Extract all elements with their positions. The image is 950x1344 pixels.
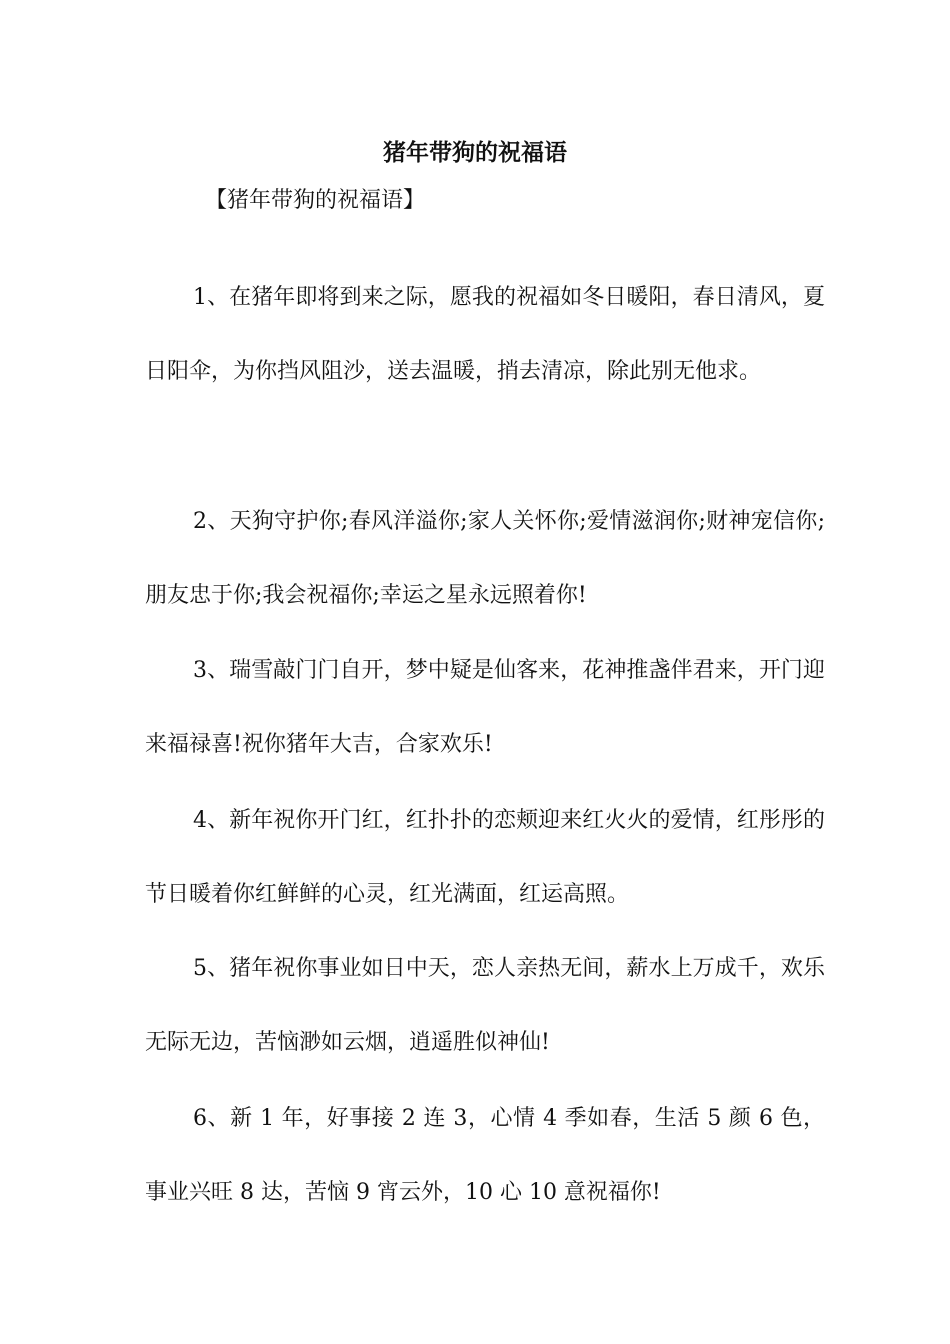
paragraph-6: 6、新 1 年，好事接 2 连 3，心情 4 季如春，生活 5 颜 6 色，事业兴旺 8 达，苦恼 9 宵云外，10 心 10 意祝福你!	[145, 1106, 825, 1205]
page-title: 猪年带狗的祝福语	[383, 139, 567, 166]
paragraph-5: 5、猪年祝你事业如日中天，恋人亲热无间，薪水上万成千，欢乐无际无边，苦恼渺如云烟，逍遥胜似神仙!	[145, 956, 825, 1055]
paragraph-2: 2、天狗守护你;春风洋溢你;家人关怀你;爱情滋润你;财神宠信你;朋友忠于你;我会祝福你;幸运之星永远照着你!	[145, 509, 825, 608]
section-heading: 【猪年带狗的祝福语】	[205, 188, 426, 213]
paragraph-4: 4、新年祝你开门红，红扑扑的恋颊迎来红火火的爱情，红彤彤的节日暖着你红鲜鲜的心灵，红光满面，红运高照。	[145, 808, 825, 907]
paragraph-1: 1、在猪年即将到来之际，愿我的祝福如冬日暖阳，春日清风，夏日阳伞，为你挡风阻沙，送去温暖，捎去清凉，除此别无他求。	[145, 285, 825, 384]
paragraph-3: 3、瑞雪敲门门自开，梦中疑是仙客来，花神推盏伴君来，开门迎来福禄喜!祝你猪年大吉，合家欢乐!	[145, 658, 825, 757]
